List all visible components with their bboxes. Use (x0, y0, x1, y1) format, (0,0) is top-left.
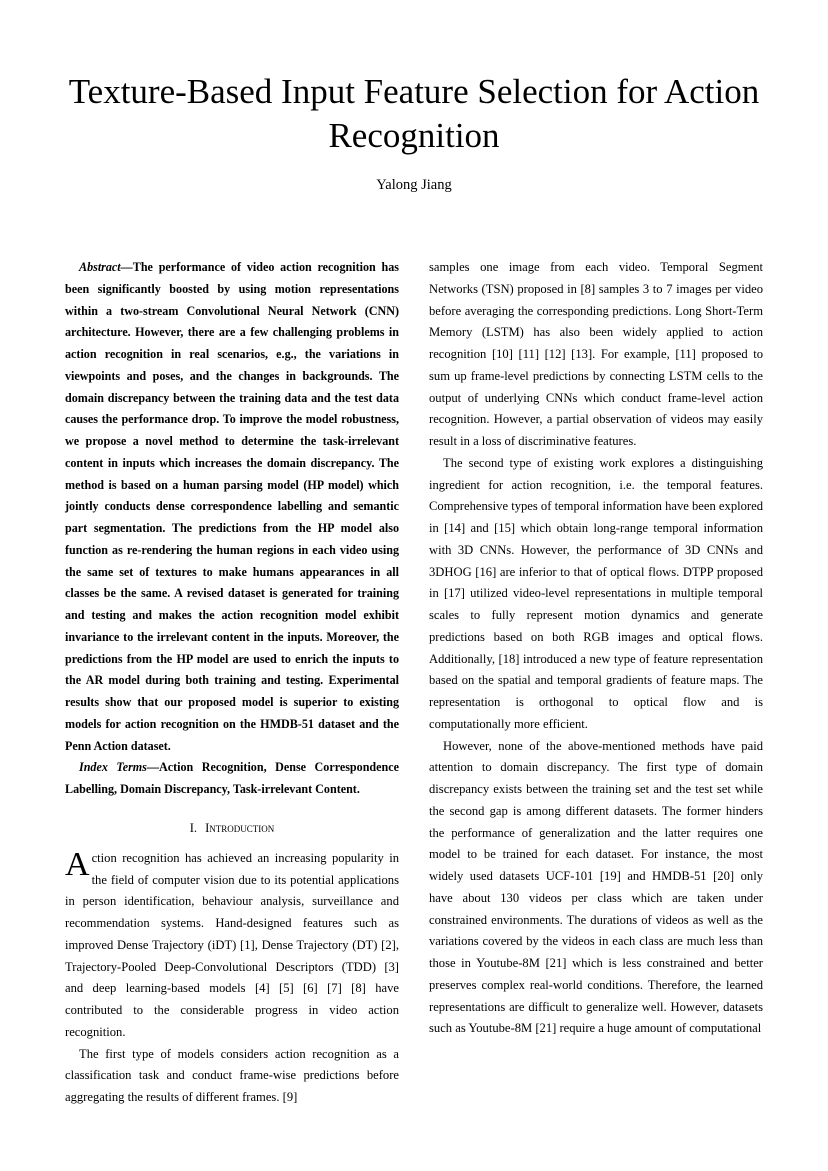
abstract-label: Abstract— (79, 260, 133, 274)
drop-cap: A (65, 845, 90, 883)
section-number: I. (189, 820, 198, 835)
intro-paragraph-2: The first type of models considers action recognition as a classification task and conduct frame-wise predictions before aggregating the results of different frames. [9] (65, 1046, 399, 1104)
index-terms (65, 757, 399, 801)
intro-paragraph-1-text: ction recognition has achieved an increasing popularity in the field of computer vision due to its potential applications in person identification, behaviour analysis, surveillance and recommendation systems. Hand-designed features such as improved Dense Trajectory (iDT) [1], Dense Trajectory (DT) [2], Trajectory-Pooled Deep-Convolutional Descriptors (TDD) [3] and deep learning-based models [4] [5] [6] [7] [8] have contributed to the considerable progress in video action recognition. (65, 850, 399, 1039)
author-name: Yalong Jiang (376, 177, 452, 193)
right-paragraph-3: However, none of the above-mentioned methods have paid attention to domain discrepancy. The first type of domain discrepancy exists between the training set and the test set while the second gap is among different datasets. The former hinders the performance of generalization and the latter requires one model to be trained for each dataset. For instance, the most widely used datasets UCF-101 [19] and HMDB-51 [20] only have about 130 videos per class which are taken under constrained environments. The durations of videos as well as the variations covered by the videos in each class are much less than those in Youtube-8M [21] which is less constrained and better preserves complex real-world conditions. Therefore, the learned representations are difficult to generalize well. However, datasets such as Youtube-8M [21] require a huge amount of computational (429, 738, 763, 1036)
right-column (429, 257, 763, 1040)
section-heading-introduction (65, 818, 399, 838)
left-column (65, 257, 399, 1109)
right-paragraph-2: The second type of existing work explores a distinguishing ingredient for action recognition, i.e. the temporal features. Comprehensive types of temporal information have been explored in [14] and [15] which obtain long-range temporal information with 3D CNNs. However, the performance of 3D CNNs and 3DHOG [16] are inferior to that of optical flows. DTPP proposed in [17] utilized video-level representations in multiple temporal scales to fully represent motion dynamics and generate predictions based on both RGB images and optical flows. Additionally, [18] introduced a new type of feature representation based on the spatial and temporal gradients of feature maps. The representation is orthogonal to optical flow and is computationally more efficient. (429, 455, 763, 731)
abstract (65, 257, 399, 757)
index-terms-text: —Action Recognition, Dense Correspondence Labelling, Domain Discrepancy, Task-irrelevant Content. (65, 760, 399, 796)
section-title: Introduction (205, 820, 275, 835)
paper-title: Texture-Based Input Feature Selection for Action Recognition (68, 72, 760, 155)
abstract-text: The performance of video action recognition has been significantly boosted by using motion representations within a two-stream Convolutional Neural Network (CNN) architecture. However, there are a few challenging problems in action recognition in real scenarios, e.g., the variations in viewpoints and poses, and the changes in backgrounds. The domain discrepancy between the training data and the test data causes the performance drop. To improve the model robustness, we propose a novel method to determine the task-irrelevant content in inputs which increases the domain discrepancy. The method is based on a human parsing model (HP model) which jointly conducts dense correspondence labelling and semantic part segmentation. The predictions from the HP model also function as re-rendering the human regions in each video using the same set of textures to make humans appearances in all classes be the same. A revised dataset is generated for training and testing and makes the action recognition model exhibit invariance to the irrelevant content in the inputs. Moreover, the predictions from the HP model are used to enrich the inputs to the AR model during both training and testing. Experimental results show that our proposed model is superior to existing models for action recognition on the HMDB-51 dataset and the Penn Action dataset. (65, 260, 399, 753)
intro-paragraph-1 (65, 845, 399, 1044)
right-paragraph-1: samples one image from each video. Temporal Segment Networks (TSN) proposed in [8] samples 3 to 7 images per video before averaging the corresponding predictions. Long Short-Term Memory (LSTM) has also been widely applied to action recognition [10] [11] [12] [13]. For example, [11] proposed to sum up frame-level predictions by connecting LSTM cells to the output of underlying CNNs which conduct frame-level action recognition. However, a partial observation of videos may easily result in a loss of discriminative features. (429, 260, 763, 448)
index-terms-label: Index Terms (79, 760, 147, 775)
